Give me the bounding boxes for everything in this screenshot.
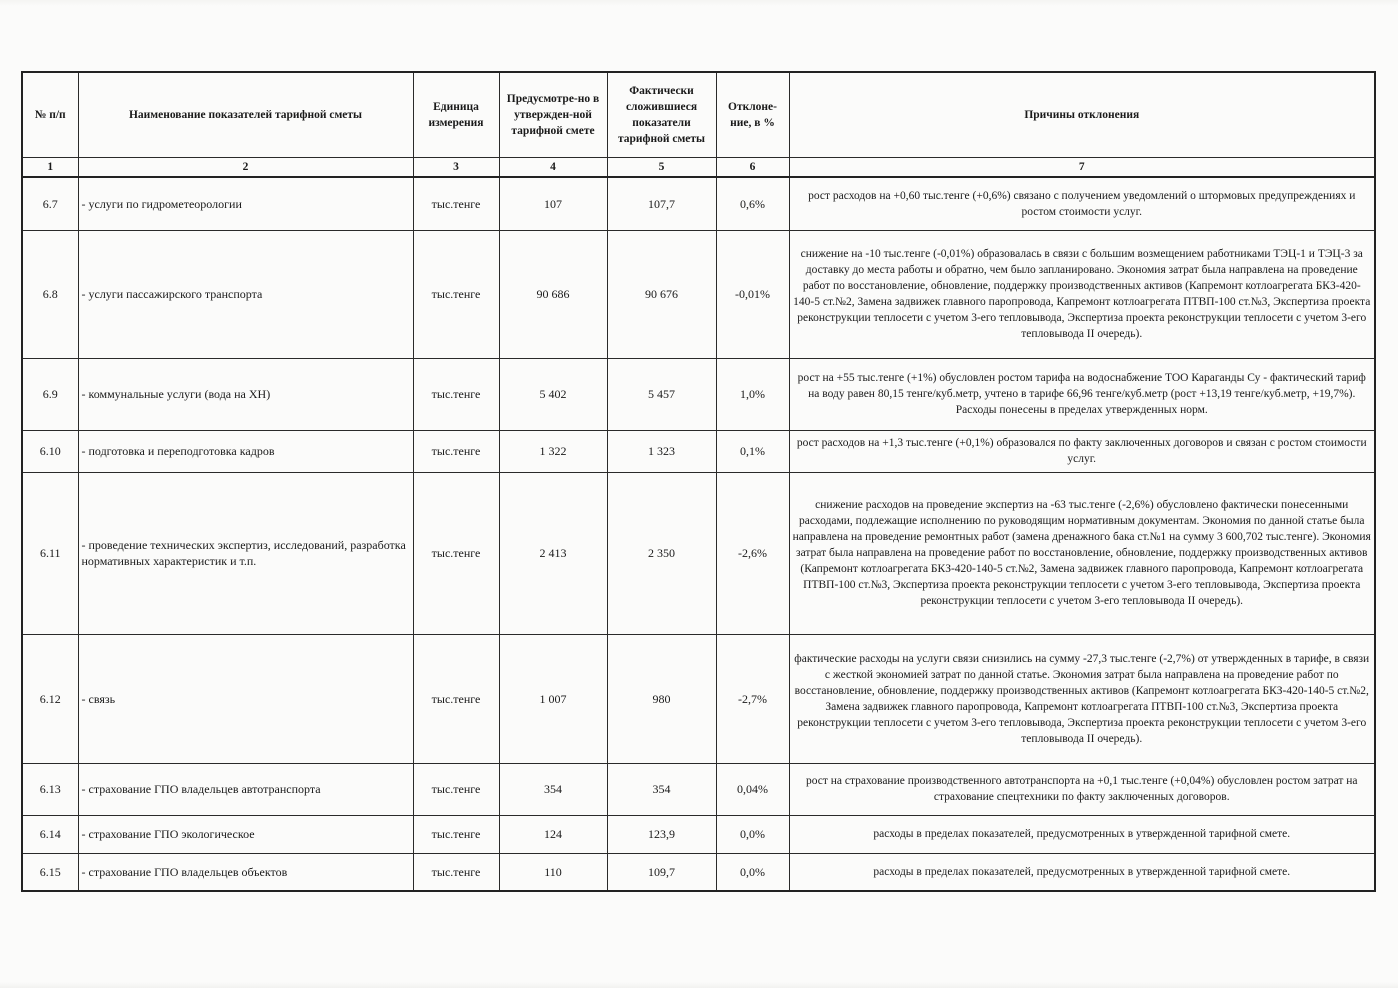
table-row — [22, 430, 1375, 472]
column-number: 7 — [789, 158, 1375, 178]
indicator-name: - страхование ГПО владельцев объектов — [78, 853, 413, 891]
row-number: 6.8 — [22, 230, 78, 358]
unit: тыс.тенге — [413, 472, 499, 634]
row-number: 6.9 — [22, 358, 78, 430]
planned-value: 107 — [499, 177, 607, 230]
planned-value: 5 402 — [499, 358, 607, 430]
actual-value: 5 457 — [607, 358, 716, 430]
table-row — [22, 177, 1375, 230]
actual-value: 1 323 — [607, 430, 716, 472]
table-header-row — [22, 72, 1375, 158]
unit: тыс.тенге — [413, 230, 499, 358]
actual-value: 90 676 — [607, 230, 716, 358]
row-number: 6.14 — [22, 815, 78, 853]
column-number: 3 — [413, 158, 499, 178]
column-number: 6 — [716, 158, 789, 178]
indicator-name: - коммунальные услуги (вода на ХН) — [78, 358, 413, 430]
row-number: 6.10 — [22, 430, 78, 472]
planned-value: 110 — [499, 853, 607, 891]
indicator-name: - страхование ГПО владельцев автотранспорта — [78, 763, 413, 815]
header-row-number: № п/п — [22, 72, 78, 158]
indicator-name: - услуги пассажирского транспорта — [78, 230, 413, 358]
deviation-percent: 1,0% — [716, 358, 789, 430]
planned-value: 1 322 — [499, 430, 607, 472]
deviation-reason: расходы в пределах показателей, предусмотренных в утвержденной тарифной смете. — [789, 853, 1375, 891]
column-number-row — [22, 158, 1375, 178]
deviation-reason: рост на страхование производственного автотранспорта на +0,1 тыс.тенге (+0,04%) обусловлен ростом затрат на страхование спецтехники по факту заключенных договоров. — [789, 763, 1375, 815]
tariff-estimate-table — [21, 71, 1376, 892]
row-number: 6.12 — [22, 634, 78, 763]
deviation-reason: расходы в пределах показателей, предусмотренных в утвержденной тарифной смете. — [789, 815, 1375, 853]
planned-value: 124 — [499, 815, 607, 853]
header-deviation: Отклоне-ние, в % — [716, 72, 789, 158]
planned-value: 90 686 — [499, 230, 607, 358]
table-row — [22, 358, 1375, 430]
planned-value: 1 007 — [499, 634, 607, 763]
indicator-name: - проведение технических экспертиз, исследований, разработка нормативных характеристик и т.п. — [78, 472, 413, 634]
table-row — [22, 815, 1375, 853]
indicator-name: - страхование ГПО экологическое — [78, 815, 413, 853]
header-reasons: Причины отклонения — [789, 72, 1375, 158]
actual-value: 107,7 — [607, 177, 716, 230]
unit: тыс.тенге — [413, 430, 499, 472]
deviation-percent: 0,0% — [716, 853, 789, 891]
deviation-reason: рост расходов на +1,3 тыс.тенге (+0,1%) образовался по факту заключенных договоров и связан с ростом стоимости услуг. — [789, 430, 1375, 472]
unit: тыс.тенге — [413, 177, 499, 230]
column-number: 4 — [499, 158, 607, 178]
table-row — [22, 763, 1375, 815]
unit: тыс.тенге — [413, 815, 499, 853]
deviation-percent: 0,04% — [716, 763, 789, 815]
deviation-reason: снижение расходов на проведение экспертиз на -63 тыс.тенге (-2,6%) обусловлено фактически понесенными расходами, подлежащие исполнению по руководящим нормативным документам. Экономия по данной статье была направлена на проведение ремонтных работ (замена дренажного бака ст.№1 на сумму 3 600,702 тыс.тенге). Экономия затрат была направлена на проведение работ по восстановление, обновление, поддержку производственных активов (Капремонт котлоагрегата БКЗ-420-140-5 ст.№2, Замена задвижек главного паропровода, Капремонт котлоагрегата ПТВП-100 ст.№3, Экспертиза проекта реконструкции теплосети с учетом 3-его тепловывода, Экспертиза проекта реконструкции теплосети с учетом 3-его тепловывода II очередь). — [789, 472, 1375, 634]
unit: тыс.тенге — [413, 763, 499, 815]
planned-value: 2 413 — [499, 472, 607, 634]
column-number: 1 — [22, 158, 78, 178]
actual-value: 2 350 — [607, 472, 716, 634]
deviation-percent: 0,1% — [716, 430, 789, 472]
indicator-name: - связь — [78, 634, 413, 763]
column-number: 5 — [607, 158, 716, 178]
actual-value: 980 — [607, 634, 716, 763]
deviation-reason: рост расходов на +0,60 тыс.тенге (+0,6%) связано с получением уведомлений о штормовых предупреждениях и ростом стоимости услуг. — [789, 177, 1375, 230]
row-number: 6.7 — [22, 177, 78, 230]
planned-value: 354 — [499, 763, 607, 815]
indicator-name: - услуги по гидрометеорологии — [78, 177, 413, 230]
deviation-reason: рост на +55 тыс.тенге (+1%) обусловлен ростом тарифа на водоснабжение ТОО Караганды Су - фактический тариф на воду равен 80,15 тенге/куб.метр, учтено в тарифе 66,96 тенге/куб.метр (рост +13,19 тенге/куб.метр, +19,7%). Расходы понесены в пределах утвержденных норм. — [789, 358, 1375, 430]
table-row — [22, 472, 1375, 634]
header-unit: Единица измерения — [413, 72, 499, 158]
row-number: 6.11 — [22, 472, 78, 634]
actual-value: 123,9 — [607, 815, 716, 853]
unit: тыс.тенге — [413, 358, 499, 430]
deviation-percent: -0,01% — [716, 230, 789, 358]
unit: тыс.тенге — [413, 853, 499, 891]
deviation-reason: фактические расходы на услуги связи снизились на сумму -27,3 тыс.тенге (-2,7%) от утвержденных в тарифе, в связи с жесткой экономией затрат по данной статье. Экономия затрат была направлена на проведение работ по восстановление, обновление, поддержку производственных активов (Капремонт котлоагрегата БКЗ-420-140-5 ст.№2, Замена задвижек главного паропровода, Капремонт котлоагрегата ПТВП-100 ст.№3, Экспертиза проекта реконструкции теплосети с учетом 3-его тепловывода, Экспертиза проекта реконструкции теплосети с учетом 3-его тепловывода II очередь). — [789, 634, 1375, 763]
deviation-percent: 0,0% — [716, 815, 789, 853]
actual-value: 109,7 — [607, 853, 716, 891]
deviation-percent: 0,6% — [716, 177, 789, 230]
row-number: 6.15 — [22, 853, 78, 891]
deviation-reason: снижение на -10 тыс.тенге (-0,01%) образовалась в связи с большим возмещением работниками ТЭЦ-1 и ТЭЦ-3 за доставку до места работы и обратно, чем было запланировано. Экономия затрат была направлена на проведение работ по восстановление, обновление, поддержку производственных активов (Капремонт котлоагрегата БКЗ-420-140-5 ст.№2, Замена задвижек главного паропровода, Капремонт котлоагрегата ПТВП-100 ст.№3, Экспертиза проекта реконструкции теплосети с учетом 3-его тепловывода, Экспертиза проекта реконструкции теплосети с учетом 3-его тепловывода II очередь). — [789, 230, 1375, 358]
table-row — [22, 230, 1375, 358]
actual-value: 354 — [607, 763, 716, 815]
column-number: 2 — [78, 158, 413, 178]
deviation-percent: -2,6% — [716, 472, 789, 634]
indicator-name: - подготовка и переподготовка кадров — [78, 430, 413, 472]
header-indicator-name: Наименование показателей тарифной сметы — [78, 72, 413, 158]
unit: тыс.тенге — [413, 634, 499, 763]
table-row — [22, 634, 1375, 763]
header-planned: Предусмотре-но в утвержден-ной тарифной смете — [499, 72, 607, 158]
header-actual: Фактически сложившиеся показатели тарифной сметы — [607, 72, 716, 158]
row-number: 6.13 — [22, 763, 78, 815]
deviation-percent: -2,7% — [716, 634, 789, 763]
table-row — [22, 853, 1375, 891]
